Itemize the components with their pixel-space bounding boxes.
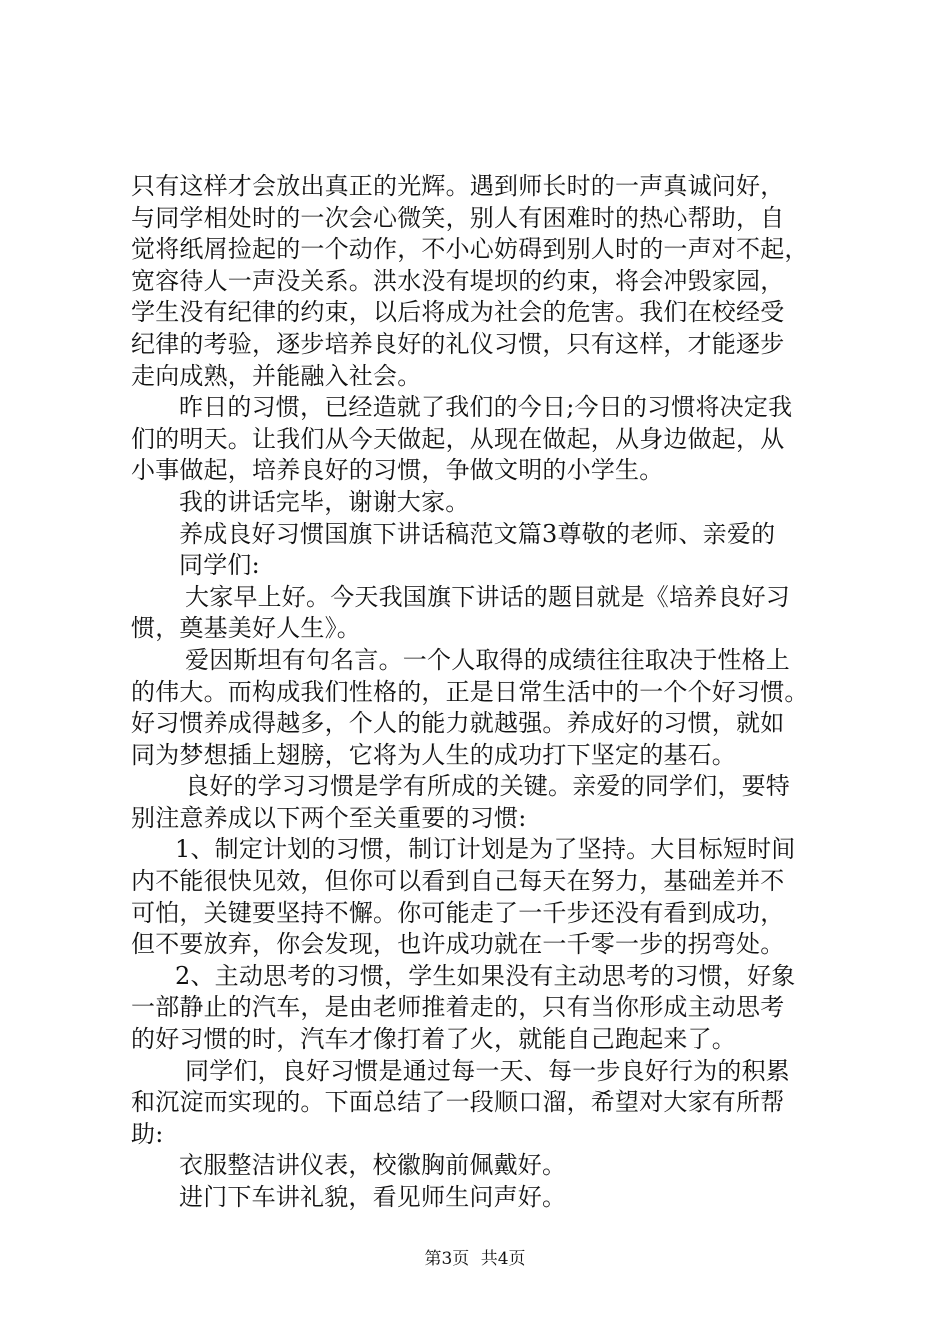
text-line: 爱因斯坦有句名言。一个人取得的成绩往往取决于性格上	[185, 645, 790, 674]
text-line: 助:	[131, 1119, 164, 1148]
text-line: 们的明天。让我们从今天做起，从现在做起，从身边做起，从	[131, 424, 785, 453]
text-line: 2、主动思考的习惯，学生如果没有主动思考的习惯，好象	[175, 961, 796, 990]
text-line: 大家早上好。今天我国旗下讲话的题目就是《培养良好习	[185, 582, 790, 611]
text-line: 惯，奠基美好人生》。	[131, 614, 361, 643]
text-line: 1、制定计划的习惯，制订计划是为了坚持。大目标短时间	[175, 835, 796, 864]
text-line: 小事做起，培养良好的习惯，争做文明的小学生。	[131, 456, 664, 485]
text-line: 宽容待人一声没关系。洪水没有堤坝的约束，将会冲毁家园，	[131, 266, 785, 295]
text-line: 衣服整洁讲仪表，校徽胸前佩戴好。	[179, 1151, 567, 1180]
text-line: 同学们，良好习惯是通过每一天、每一步良好行为的积累	[185, 1056, 790, 1085]
page-footer: 第3页 共4页	[424, 1249, 526, 1269]
text-line: 养成良好习惯国旗下讲话稿范文篇3尊敬的老师、亲爱的	[179, 519, 776, 548]
text-line: 内不能很快见效，但你可以看到自己每天在努力，基础差并不	[131, 867, 785, 896]
text-line: 一部静止的汽车，是由老师推着走的，只有当你形成主动思考	[131, 993, 785, 1022]
text-line: 的伟大。而构成我们性格的，正是日常生活中的一个个好习惯。	[131, 677, 809, 706]
text-line: 和沉淀而实现的。下面总结了一段顺口溜，希望对大家有所帮	[131, 1088, 785, 1117]
text-line: 学生没有纪律的约束，以后将成为社会的危害。我们在校经受	[131, 298, 785, 327]
text-line: 良好的学习习惯是学有所成的关键。亲爱的同学们，要特	[185, 772, 790, 801]
text-line: 的好习惯的时，汽车才像打着了火，就能自己跑起来了。	[131, 1025, 736, 1054]
text-line: 别注意养成以下两个至关重要的习惯:	[131, 803, 527, 832]
text-line: 纪律的考验，逐步培养良好的礼仪习惯，只有这样，才能逐步	[131, 329, 785, 358]
text-line: 同学们:	[179, 551, 260, 580]
text-line: 我的讲话完毕，谢谢大家。	[179, 487, 470, 516]
text-line: 觉将纸屑捡起的一个动作，不小心妨碍到别人时的一声对不起，	[131, 235, 809, 264]
text-line: 同为梦想插上翅膀，它将为人生的成功打下坚定的基石。	[131, 740, 736, 769]
text-line: 昨日的习惯，已经造就了我们的今日;今日的习惯将决定我	[179, 393, 793, 422]
text-line: 只有这样才会放出真正的光辉。遇到师长时的一声真诚问好，	[131, 172, 785, 200]
text-line: 与同学相处时的一次会心微笑，别人有困难时的热心帮助，自	[131, 203, 785, 232]
text-line: 好习惯养成得越多，个人的能力就越强。养成好的习惯，就如	[131, 709, 785, 738]
text-line: 走向成熟，并能融入社会。	[131, 361, 422, 390]
body-text	[131, 171, 851, 1214]
text-line: 但不要放弃，你会发现，也许成功就在一千零一步的拐弯处。	[131, 930, 785, 959]
text-line: 可怕，关键要坚持不懈。你可能走了一千步还没有看到成功，	[131, 898, 785, 927]
text-line: 进门下车讲礼貌，看见师生问声好。	[179, 1183, 567, 1211]
